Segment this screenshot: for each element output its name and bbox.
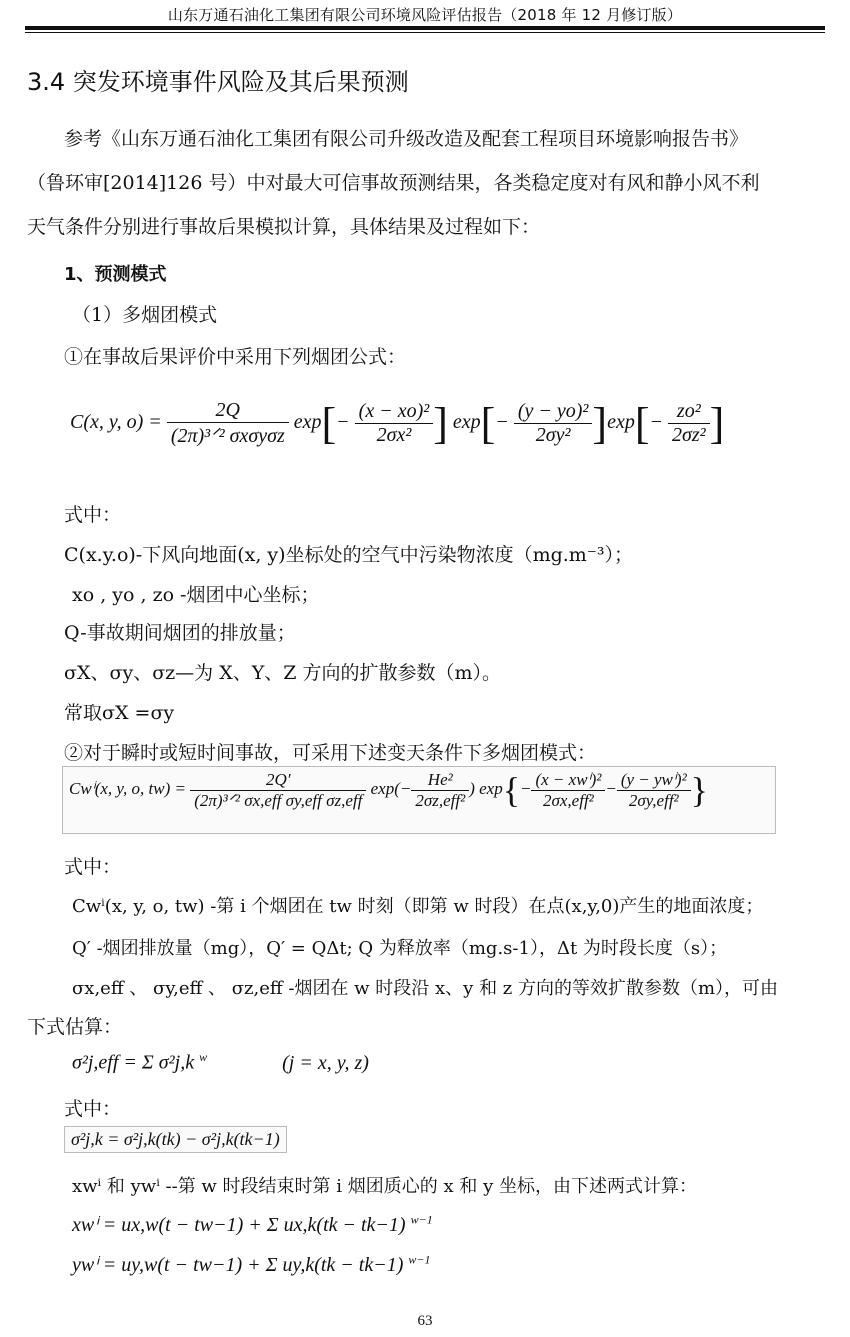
formula-multi-t1-num: (x − xwⁱ)² [531,770,605,791]
formula-multi-puff: Cwⁱ(x, y, o, tw) = $\frac{2Q'}{\text{(2π)³ᐟ² σx,eff σy,eff σz,eff}}$ exp(− $\frac{\text{He²}}{\text{2σz,eff²}}$ ) exp{− $\frac{\text{(x − xwⁱ)²}}{\text{2σx,eff²}}$ − $\frac{\text{(y − ywⁱ)²}}{\text{2σy,eff²}}$ } [62,766,776,834]
formula-y-centroid-body: ywⁱ = uy,w(t − tw−1) + Σ uy,k(tk − tk−1) [72,1254,404,1276]
exp2-num: (y − yo)² [514,400,593,424]
formula-multi-t2-num: (y − ywⁱ)² [617,770,691,791]
mode-heading: 1、预测模式 [64,264,167,285]
formula-multi-den: (2π)³ᐟ² σx,eff σy,eff σz,eff [194,790,363,810]
formula-multi-he-num: He² [411,770,469,791]
formula-multi-mid: exp(− [370,778,412,798]
intro-line-1: 参考《山东万通石油化工集团有限公司升级改造及配套工程项目环境影响报告书》 [64,128,749,150]
where-label-3: 式中： [64,1098,122,1120]
mode-sub-1: （1）多烟团模式 [72,304,218,326]
formula-y-centroid [72,1252,431,1277]
exp1-num: (x − xo)² [355,400,434,424]
header-rule-thick [25,26,825,30]
sigma-eff-definition-cont: 下式估算： [27,1016,123,1038]
exp-3: exp [607,411,635,434]
exp-2: exp [452,411,481,434]
minus-2: − [495,411,509,434]
formula-multi-t1-den: 2σx,eff² [543,790,594,810]
sigma-eff-definition: σx,eff 、 σy,eff 、 σz,eff -烟团在 w 时段沿 x、y 和 z 方向的等效扩散参数（m），可由 [72,978,779,999]
page-number: 63 [417,1313,433,1329]
formula-multi-mid-end: ) exp [469,778,503,798]
formula-x-centroid [72,1212,433,1237]
q-definition: Q-事故期间烟团的排放量； [64,622,296,644]
header-rule-thin [25,32,825,33]
intro-line-3: 天气条件分别进行事故后果模拟计算，具体结果及过程如下： [27,216,541,238]
centroid-definition: xwⁱ 和 ywⁱ --第 w 时段结束时第 i 烟团质心的 x 和 y 坐标，由下述两式计算： [72,1176,697,1197]
formula-multi-num: 2Q′ [190,770,366,791]
formula-puff: C(x, y, o) = $\frac{2Q}{\text{(2π)³ᐟ² σxσyσz}}$ exp[− $\frac{\text{(x − xo)²}}{\text{2σx²}}$ ] exp[− $\frac{\text{(y − yo)²}}{\text{2σy²}}$ ]exp[− $\frac{\text{zo²}}{\text{2σz²}}$ ] [70,399,725,448]
formula-puff-num: 2Q [167,399,289,423]
where-label-1: 式中： [64,504,122,526]
c-definition: C(x.y.o)-下风向地面(x, y)坐标处的空气中污染物浓度（mg.m⁻³）； [64,544,633,566]
minus-3: − [649,411,663,434]
center-definition: xo , yo , zo -烟团中心坐标； [72,584,320,606]
formula-x-centroid-sum-top: w−1 [410,1212,433,1227]
formula-sigma-jk: σ²j,k = σ²j,k(tk) − σ²j,k(tk−1) [64,1126,287,1153]
intro-line-2: （鲁环审[2014]126 号）中对最大可信事故预测结果，各类稳定度对有风和静小风不利 [27,172,760,194]
formula-multi-he-den: 2σz,eff² [415,790,466,810]
mode-item-2: ②对于瞬时或短时间事故，可采用下述变天条件下多烟团模式： [64,742,597,764]
formula-multi-t2-den: 2σy,eff² [628,790,679,810]
sigma-equality: 常取σX =σy [64,702,175,724]
q-prime-definition: Q′ -烟团排放量（mg），Q′ = QΔt; Q 为释放率（mg.s-1），Δt 为时段长度（s）； [72,938,728,959]
formula-sigma-eff-sum-top: w [199,1050,208,1064]
mode-item-1: ①在事故后果评价中采用下列烟团公式： [64,346,407,368]
formula-multi-lhs: Cwⁱ(x, y, o, tw) = [69,778,186,798]
where-label-2: 式中： [64,856,122,878]
formula-sigma-eff-cond: (j = x, y, z) [282,1051,369,1074]
formula-puff-frac [167,399,289,448]
sigma-definition: σX、σy、σz—为 X、Y、Z 方向的扩散参数（m）。 [64,662,502,684]
formula-y-centroid-sum-top: w−1 [408,1252,431,1267]
exp2-den: 2σy² [535,424,571,446]
exp-1: exp [293,411,322,434]
minus-1: − [336,411,350,434]
formula-puff-lhs: C(x, y, o) = [70,411,162,434]
formula-sigma-eff [72,1050,369,1075]
exp1-den: 2σx² [376,424,412,446]
formula-x-centroid-body: xwⁱ = ux,w(t − tw−1) + Σ ux,k(tk − tk−1) [72,1214,406,1236]
exp3-num: zo² [668,400,710,424]
page-header: 山东万通石油化工集团有限公司环境风险评估报告（2018 年 12 月修订版） [167,6,683,24]
cw-definition: Cwⁱ(x, y, o, tw) -第 i 个烟团在 tw 时刻（即第 w 时段）在点(x,y,0)产生的地面浓度； [72,896,764,917]
section-title: 3.4 突发环境事件风险及其后果预测 [27,68,409,96]
exp3-den: 2σz² [671,424,706,446]
formula-puff-den: (2π)³ᐟ² σxσyσz [170,425,285,447]
formula-sigma-eff-body: σ²j,eff = Σ σ²j,k [72,1051,195,1074]
